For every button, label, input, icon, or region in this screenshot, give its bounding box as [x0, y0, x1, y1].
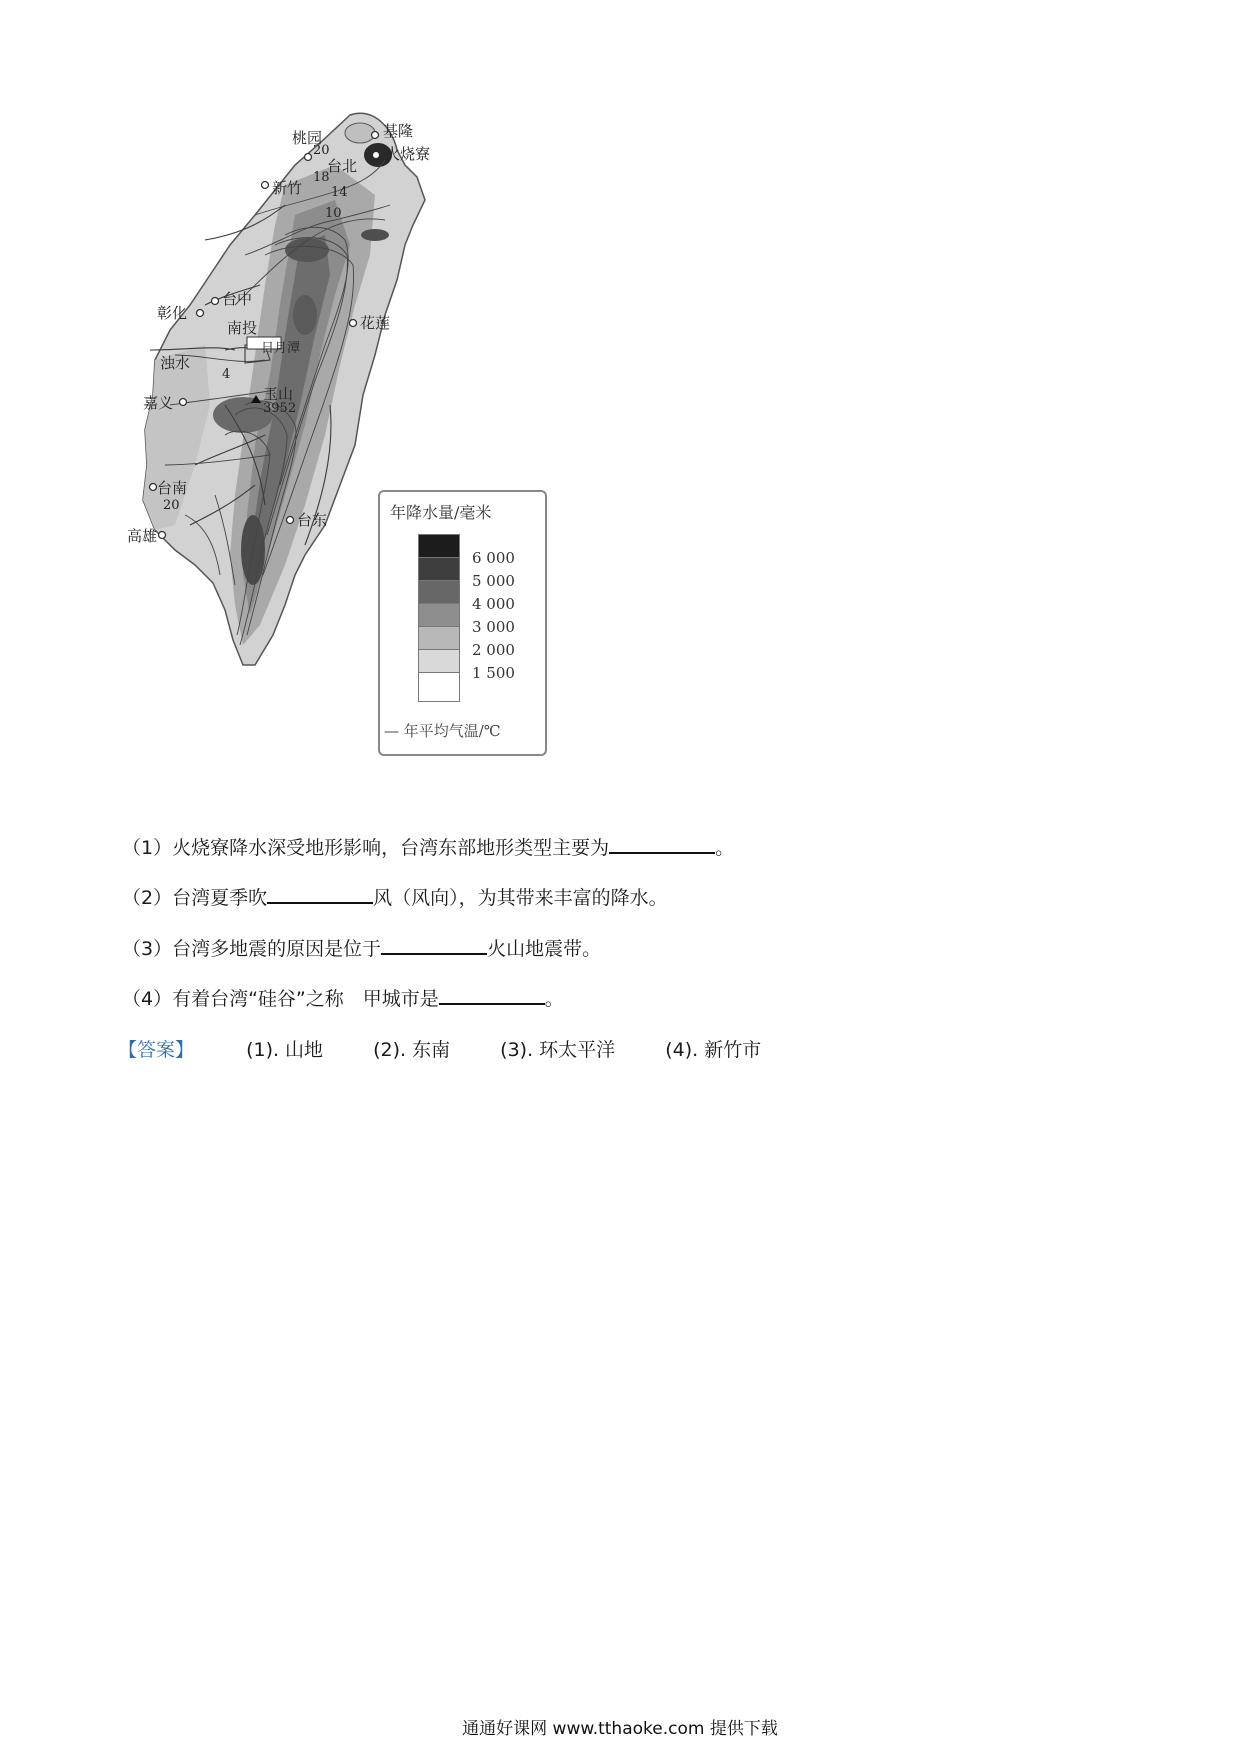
legend-level: 1 500	[472, 664, 515, 682]
question-3	[122, 934, 601, 961]
taiwan-precipitation-map	[127, 105, 555, 755]
question-text-end: 火山地震带。	[487, 938, 602, 960]
question-4	[122, 984, 564, 1011]
page-footer: 通通好课网 www.tthaoke.com 提供下载	[462, 1719, 778, 1739]
city-label-zhuoshui: 浊水	[160, 354, 191, 372]
city-label-xinzhu: 新竹	[272, 179, 303, 197]
isotherm-label: 20	[313, 143, 330, 158]
question-1	[122, 833, 734, 860]
question-2	[122, 883, 668, 910]
question-text-end: 风（风向），为其带来丰富的降水。	[373, 887, 668, 909]
answer-blank[interactable]	[381, 935, 487, 955]
legend-swatches	[418, 534, 460, 702]
question-text: （3）台湾多地震的原因是位于	[122, 938, 382, 960]
city-label-taibei: 台北	[327, 157, 358, 175]
question-text-end: 。	[544, 988, 564, 1010]
legend-swatch	[418, 626, 460, 649]
legend-level: 3 000	[472, 618, 515, 636]
city-label-nantou: 南投	[227, 319, 258, 337]
legend-swatch	[418, 534, 460, 557]
legend-level: 4 000	[472, 595, 515, 613]
isotherm-label: 4	[222, 367, 231, 382]
answer-line	[118, 1035, 805, 1062]
question-text: （4）有着台湾“硅谷”之称 甲城市是	[122, 988, 439, 1010]
map-legend	[378, 490, 547, 756]
city-label-yushan: 玉山	[263, 385, 294, 403]
city-label-huoshaoliao: 火烧寮	[385, 145, 431, 163]
answer-label: 【答案】	[118, 1039, 195, 1061]
answer-item: (4). 新竹市	[665, 1039, 762, 1061]
answer-item: (3). 环太平洋	[500, 1039, 616, 1061]
legend-swatch	[418, 557, 460, 580]
legend-swatch	[418, 603, 460, 626]
isotherm-label: 20	[163, 498, 180, 513]
city-label-jiayi: 嘉义	[143, 394, 174, 412]
legend-level: 5 000	[472, 572, 515, 590]
city-label-tainan: 台南	[157, 479, 188, 497]
isotherm-label: 14	[331, 185, 348, 200]
city-label-hualian: 花莲	[360, 314, 391, 332]
city-label-taidong: 台东	[297, 511, 328, 529]
city-label-jilong: 基隆	[383, 122, 414, 140]
legend-swatch	[418, 672, 460, 702]
elevation-label: 3952	[263, 401, 297, 416]
answer-item: (2). 东南	[373, 1039, 451, 1061]
city-label-riyuetan: 日月潭	[261, 341, 301, 356]
question-text: （2）台湾夏季吹	[122, 887, 268, 909]
answer-item: (1). 山地	[246, 1039, 324, 1061]
city-label-zhanghua: 彰化	[157, 304, 188, 322]
legend-footer: — 年平均气温/℃	[384, 722, 501, 740]
legend-title: 年降水量/毫米	[390, 503, 492, 522]
answer-blank[interactable]	[267, 884, 373, 904]
answer-blank[interactable]	[439, 985, 545, 1005]
answer-blank[interactable]	[609, 834, 715, 854]
legend-swatch	[418, 649, 460, 672]
legend-swatch	[418, 580, 460, 603]
question-text: （1）火烧寮降水深受地形影响，台湾东部地形类型主要为	[122, 837, 610, 859]
isotherm-label: 18	[313, 170, 330, 185]
legend-level: 6 000	[472, 549, 515, 567]
isotherm-label: 10	[325, 206, 342, 221]
legend-level: 2 000	[472, 641, 515, 659]
city-label-taoyuan: 桃园	[292, 129, 323, 147]
question-text-end: 。	[715, 837, 735, 859]
city-label-taizhong: 台中	[222, 290, 253, 308]
city-label-gaoxiong: 高雄	[127, 527, 158, 545]
